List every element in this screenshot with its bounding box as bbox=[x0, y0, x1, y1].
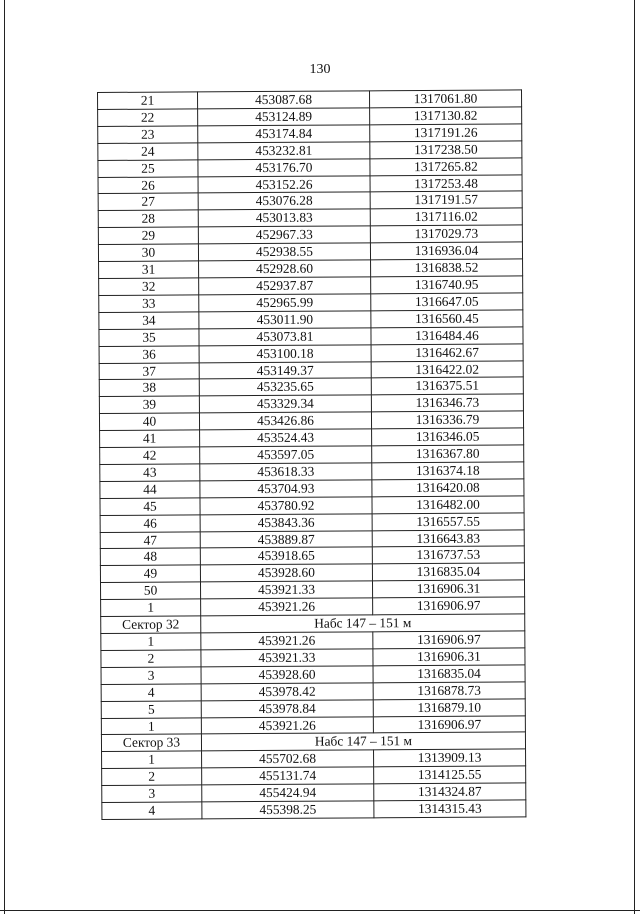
table-row bbox=[101, 648, 525, 667]
y-coordinate: 1317029.73 bbox=[370, 225, 522, 243]
table-row bbox=[101, 597, 525, 616]
point-number: 50 bbox=[100, 582, 200, 600]
point-number: 3 bbox=[102, 785, 202, 803]
x-coordinate: 453152.26 bbox=[198, 175, 370, 193]
x-coordinate: 455702.68 bbox=[202, 750, 374, 768]
point-number: 36 bbox=[99, 345, 199, 363]
table-row bbox=[100, 563, 524, 582]
height-range: Набс 147 – 151 м bbox=[201, 732, 525, 751]
point-number: 4 bbox=[101, 684, 201, 702]
table-row bbox=[99, 343, 523, 362]
x-coordinate: 453087.68 bbox=[198, 91, 370, 109]
table-row bbox=[99, 293, 523, 312]
table-row bbox=[99, 377, 523, 396]
x-coordinate: 452937.87 bbox=[199, 277, 371, 295]
y-coordinate: 1316906.31 bbox=[372, 580, 524, 598]
point-number: 40 bbox=[99, 413, 199, 431]
point-number: 25 bbox=[98, 160, 198, 178]
table-row bbox=[102, 800, 526, 819]
table-row bbox=[102, 783, 526, 802]
point-number: 29 bbox=[98, 227, 198, 245]
x-coordinate: 453918.65 bbox=[200, 547, 372, 565]
x-coordinate: 453704.93 bbox=[200, 480, 372, 498]
sector-label: Сектор 33 bbox=[101, 734, 201, 752]
x-coordinate: 453329.34 bbox=[199, 395, 371, 413]
page-edge-left bbox=[4, 0, 5, 914]
point-number: 3 bbox=[101, 667, 201, 685]
x-coordinate: 453524.43 bbox=[200, 429, 372, 447]
x-coordinate: 453928.60 bbox=[200, 564, 372, 582]
y-coordinate: 1317253.48 bbox=[370, 174, 522, 192]
table-row bbox=[98, 208, 522, 227]
point-number: 21 bbox=[98, 92, 198, 110]
x-coordinate: 455131.74 bbox=[202, 767, 374, 785]
table-row bbox=[99, 276, 523, 295]
x-coordinate: 453597.05 bbox=[200, 446, 372, 464]
x-coordinate: 452928.60 bbox=[199, 260, 371, 278]
y-coordinate: 1316374.18 bbox=[372, 462, 524, 480]
x-coordinate: 455398.25 bbox=[202, 801, 374, 819]
point-number: 43 bbox=[100, 464, 200, 482]
point-number: 28 bbox=[98, 210, 198, 228]
sector-label: Сектор 32 bbox=[101, 616, 201, 634]
x-coordinate: 453076.28 bbox=[198, 192, 370, 210]
x-coordinate: 453889.87 bbox=[200, 530, 372, 548]
table-row bbox=[100, 546, 524, 565]
y-coordinate: 1316936.04 bbox=[370, 242, 522, 260]
table-row bbox=[101, 631, 525, 650]
y-coordinate: 1316557.55 bbox=[372, 513, 524, 531]
y-coordinate: 1316835.04 bbox=[372, 563, 524, 581]
point-number: 38 bbox=[99, 379, 199, 397]
table-row bbox=[102, 766, 526, 785]
table-row bbox=[99, 394, 523, 413]
table-row bbox=[101, 715, 525, 734]
point-number: 26 bbox=[98, 176, 198, 194]
y-coordinate: 1316879.10 bbox=[373, 699, 525, 717]
y-coordinate: 1317130.82 bbox=[370, 107, 522, 125]
x-coordinate: 453780.92 bbox=[200, 497, 372, 515]
table-row bbox=[98, 242, 522, 261]
point-number: 32 bbox=[99, 278, 199, 296]
x-coordinate: 452938.55 bbox=[198, 243, 370, 261]
y-coordinate: 1316906.31 bbox=[373, 648, 525, 666]
x-coordinate: 453232.81 bbox=[198, 142, 370, 160]
x-coordinate: 453921.26 bbox=[201, 598, 373, 616]
y-coordinate: 1316647.05 bbox=[371, 293, 523, 311]
point-number: 1 bbox=[101, 599, 201, 617]
height-range: Набс 147 – 151 м bbox=[201, 614, 525, 633]
point-number: 2 bbox=[101, 650, 201, 668]
y-coordinate: 1316484.46 bbox=[371, 327, 523, 345]
x-coordinate: 453921.26 bbox=[201, 632, 373, 650]
y-coordinate: 1316878.73 bbox=[373, 682, 525, 700]
point-number: 41 bbox=[100, 430, 200, 448]
x-coordinate: 453174.84 bbox=[198, 125, 370, 143]
page-edge-right bbox=[634, 0, 635, 914]
y-coordinate: 1316346.05 bbox=[372, 428, 524, 446]
point-number: 23 bbox=[98, 126, 198, 144]
x-coordinate: 453921.26 bbox=[201, 716, 373, 734]
table-row bbox=[98, 124, 522, 143]
y-coordinate: 1316422.02 bbox=[371, 360, 523, 378]
y-coordinate: 1314324.87 bbox=[374, 783, 526, 801]
x-coordinate: 452965.99 bbox=[199, 294, 371, 312]
table-row bbox=[99, 259, 523, 278]
point-number: 1 bbox=[101, 717, 201, 735]
table-row bbox=[98, 107, 522, 126]
point-number: 45 bbox=[100, 498, 200, 516]
y-coordinate: 1316906.97 bbox=[373, 715, 525, 733]
x-coordinate: 453149.37 bbox=[199, 361, 371, 379]
y-coordinate: 1316838.52 bbox=[371, 259, 523, 277]
table-row bbox=[101, 682, 525, 701]
point-number: 47 bbox=[100, 531, 200, 549]
y-coordinate: 1317191.26 bbox=[370, 124, 522, 142]
x-coordinate: 453921.33 bbox=[201, 649, 373, 667]
x-coordinate: 453011.90 bbox=[199, 311, 371, 329]
table-row bbox=[100, 479, 524, 498]
x-coordinate: 453928.60 bbox=[201, 666, 373, 684]
table-row bbox=[101, 699, 525, 718]
table-row bbox=[98, 90, 522, 109]
x-coordinate: 453013.83 bbox=[198, 209, 370, 227]
x-coordinate: 455424.94 bbox=[202, 784, 374, 802]
y-coordinate: 1316375.51 bbox=[371, 377, 523, 395]
table-row bbox=[98, 191, 522, 210]
table-row bbox=[99, 360, 523, 379]
point-number: 44 bbox=[100, 481, 200, 499]
y-coordinate: 1316906.97 bbox=[373, 597, 525, 615]
page-number: 130 bbox=[309, 62, 331, 77]
table-row bbox=[98, 141, 522, 160]
page-edge-bottom bbox=[0, 910, 640, 911]
point-number: 49 bbox=[100, 565, 200, 583]
table-row bbox=[102, 749, 526, 768]
y-coordinate: 1316643.83 bbox=[372, 529, 524, 547]
y-coordinate: 1316367.80 bbox=[372, 445, 524, 463]
point-number: 34 bbox=[99, 312, 199, 330]
y-coordinate: 1316560.45 bbox=[371, 310, 523, 328]
point-number: 2 bbox=[102, 768, 202, 786]
table-row bbox=[99, 310, 523, 329]
y-coordinate: 1314125.55 bbox=[374, 766, 526, 784]
point-number: 1 bbox=[102, 751, 202, 769]
table-row bbox=[101, 665, 525, 684]
point-number: 35 bbox=[99, 329, 199, 347]
table-row bbox=[100, 529, 524, 548]
y-coordinate: 1316482.00 bbox=[372, 496, 524, 514]
y-coordinate: 1316336.79 bbox=[371, 411, 523, 429]
point-number: 24 bbox=[98, 143, 198, 161]
x-coordinate: 453618.33 bbox=[200, 463, 372, 481]
point-number: 30 bbox=[98, 244, 198, 262]
y-coordinate: 1317265.82 bbox=[370, 158, 522, 176]
point-number: 48 bbox=[100, 548, 200, 566]
point-number: 33 bbox=[99, 295, 199, 313]
y-coordinate: 1316737.53 bbox=[372, 546, 524, 564]
coordinates-table bbox=[97, 89, 526, 820]
point-number: 42 bbox=[100, 447, 200, 465]
point-number: 22 bbox=[98, 109, 198, 127]
x-coordinate: 453978.84 bbox=[201, 699, 373, 717]
table-row bbox=[100, 462, 524, 481]
x-coordinate: 453978.42 bbox=[201, 683, 373, 701]
table-row bbox=[99, 327, 523, 346]
y-coordinate: 1316740.95 bbox=[371, 276, 523, 294]
table-row bbox=[98, 225, 522, 244]
point-number: 4 bbox=[102, 802, 202, 820]
point-number: 37 bbox=[99, 362, 199, 380]
x-coordinate: 453073.81 bbox=[199, 328, 371, 346]
x-coordinate: 452967.33 bbox=[198, 226, 370, 244]
table-row bbox=[100, 580, 524, 599]
point-number: 31 bbox=[99, 261, 199, 279]
table-row bbox=[98, 174, 522, 193]
x-coordinate: 453124.89 bbox=[198, 108, 370, 126]
point-number: 27 bbox=[98, 193, 198, 211]
point-number: 1 bbox=[101, 633, 201, 651]
y-coordinate: 1317116.02 bbox=[370, 208, 522, 226]
coordinates-table-body bbox=[98, 90, 526, 820]
table-row bbox=[100, 496, 524, 515]
table-row bbox=[100, 513, 524, 532]
x-coordinate: 453100.18 bbox=[199, 344, 371, 362]
table-row bbox=[99, 411, 523, 430]
point-number: 46 bbox=[100, 515, 200, 533]
y-coordinate: 1317238.50 bbox=[370, 141, 522, 159]
y-coordinate: 1316906.97 bbox=[373, 631, 525, 649]
y-coordinate: 1314315.43 bbox=[374, 800, 526, 818]
x-coordinate: 453921.33 bbox=[200, 581, 372, 599]
point-number: 5 bbox=[101, 700, 201, 718]
x-coordinate: 453176.70 bbox=[198, 158, 370, 176]
y-coordinate: 1313909.13 bbox=[374, 749, 526, 767]
y-coordinate: 1316420.08 bbox=[372, 479, 524, 497]
table-row bbox=[100, 445, 524, 464]
x-coordinate: 453235.65 bbox=[199, 378, 371, 396]
point-number: 39 bbox=[99, 396, 199, 414]
table-row bbox=[98, 158, 522, 177]
x-coordinate: 453843.36 bbox=[200, 513, 372, 531]
y-coordinate: 1316835.04 bbox=[373, 665, 525, 683]
y-coordinate: 1316346.73 bbox=[371, 394, 523, 412]
table-row bbox=[100, 428, 524, 447]
x-coordinate: 453426.86 bbox=[199, 412, 371, 430]
y-coordinate: 1317061.80 bbox=[369, 90, 521, 108]
y-coordinate: 1317191.57 bbox=[370, 191, 522, 209]
y-coordinate: 1316462.67 bbox=[371, 343, 523, 361]
